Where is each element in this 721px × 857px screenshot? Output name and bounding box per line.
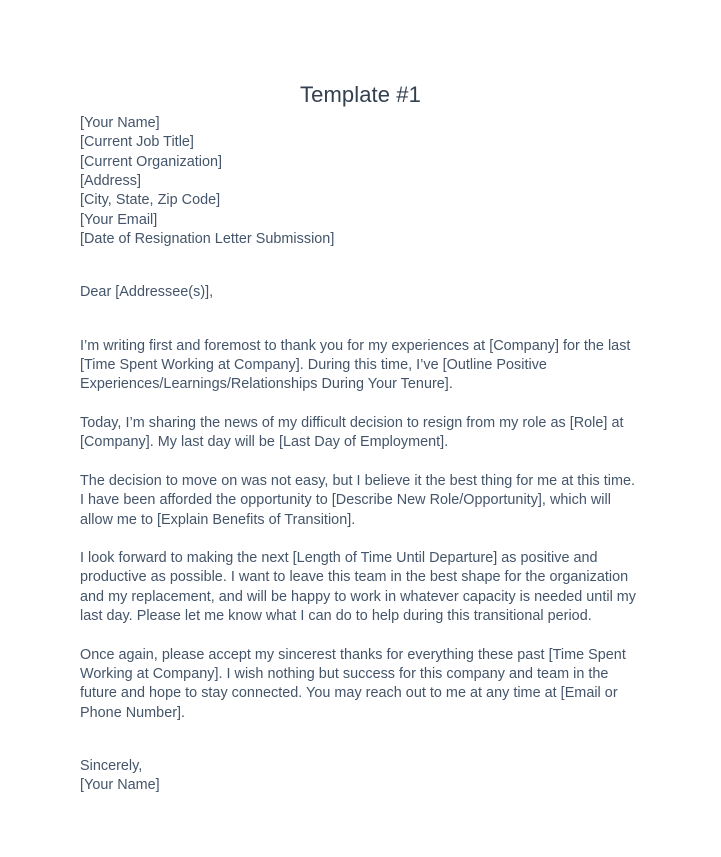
page-title: Template #1 [300,82,421,107]
sender-line-date: [Date of Resignation Letter Submission] [80,231,335,248]
letter-paragraph-1: I’m writing first and foremost to thank you for my experiences at [Company] for the last [Time Spent Working at Company]. During this time, I’ve [Outline Positive Experiences/Learnings/Relationships During Your Tenure]. [80,337,631,393]
letter-paragraph-2: Today, I’m sharing the news of my difficult decision to resign from my role as [Role] at [Company]. My last day will be [Last Day of Employment]. [80,414,624,451]
sender-line-name: [Your Name] [80,115,160,131]
letter-body [80,114,640,796]
spacer-after-salutation [80,303,640,337]
signature-name: [Your Name] [80,777,160,794]
sender-line-job-title: [Current Job Title] [80,134,194,151]
letter-paragraph-5: Once again, please accept my sincerest thanks for everything these past [Time Spent Working at Company]. I wish nothing but success for this company and team in the future and hope to stay connected. You may reach out to me at any time at [Email or Phone Number]. [80,646,626,721]
closing-block [80,757,640,796]
spacer-after-address [80,249,640,283]
spacer-before-closing [80,723,640,757]
sender-line-city-state-zip: [City, State, Zip Code] [80,192,221,209]
sender-line-organization: [Current Organization] [80,153,223,170]
sender-line-email: [Your Email] [80,211,158,228]
salutation: Dear [Addressee(s)], [80,284,214,301]
valediction: Sincerely, [80,758,143,774]
sender-address-block [80,114,640,249]
sender-line-address: [Address] [80,173,141,190]
letter-paragraph-3: The decision to move on was not easy, but I believe it the best thing for me at this time. I have been afforded the opportunity to [Describe New Role/Opportunity], which will allow me to [Explain Benefits of Transition]. [80,472,636,528]
letter-paragraph-4: I look forward to making the next [Length of Time Until Departure] as positive and productive as possible. I want to leave this team in the best shape for the organization and my replacement, and will be happy to work in whatever capacity is needed until my last day. Please let me know what I can do to help during this transitional period. [80,550,637,625]
